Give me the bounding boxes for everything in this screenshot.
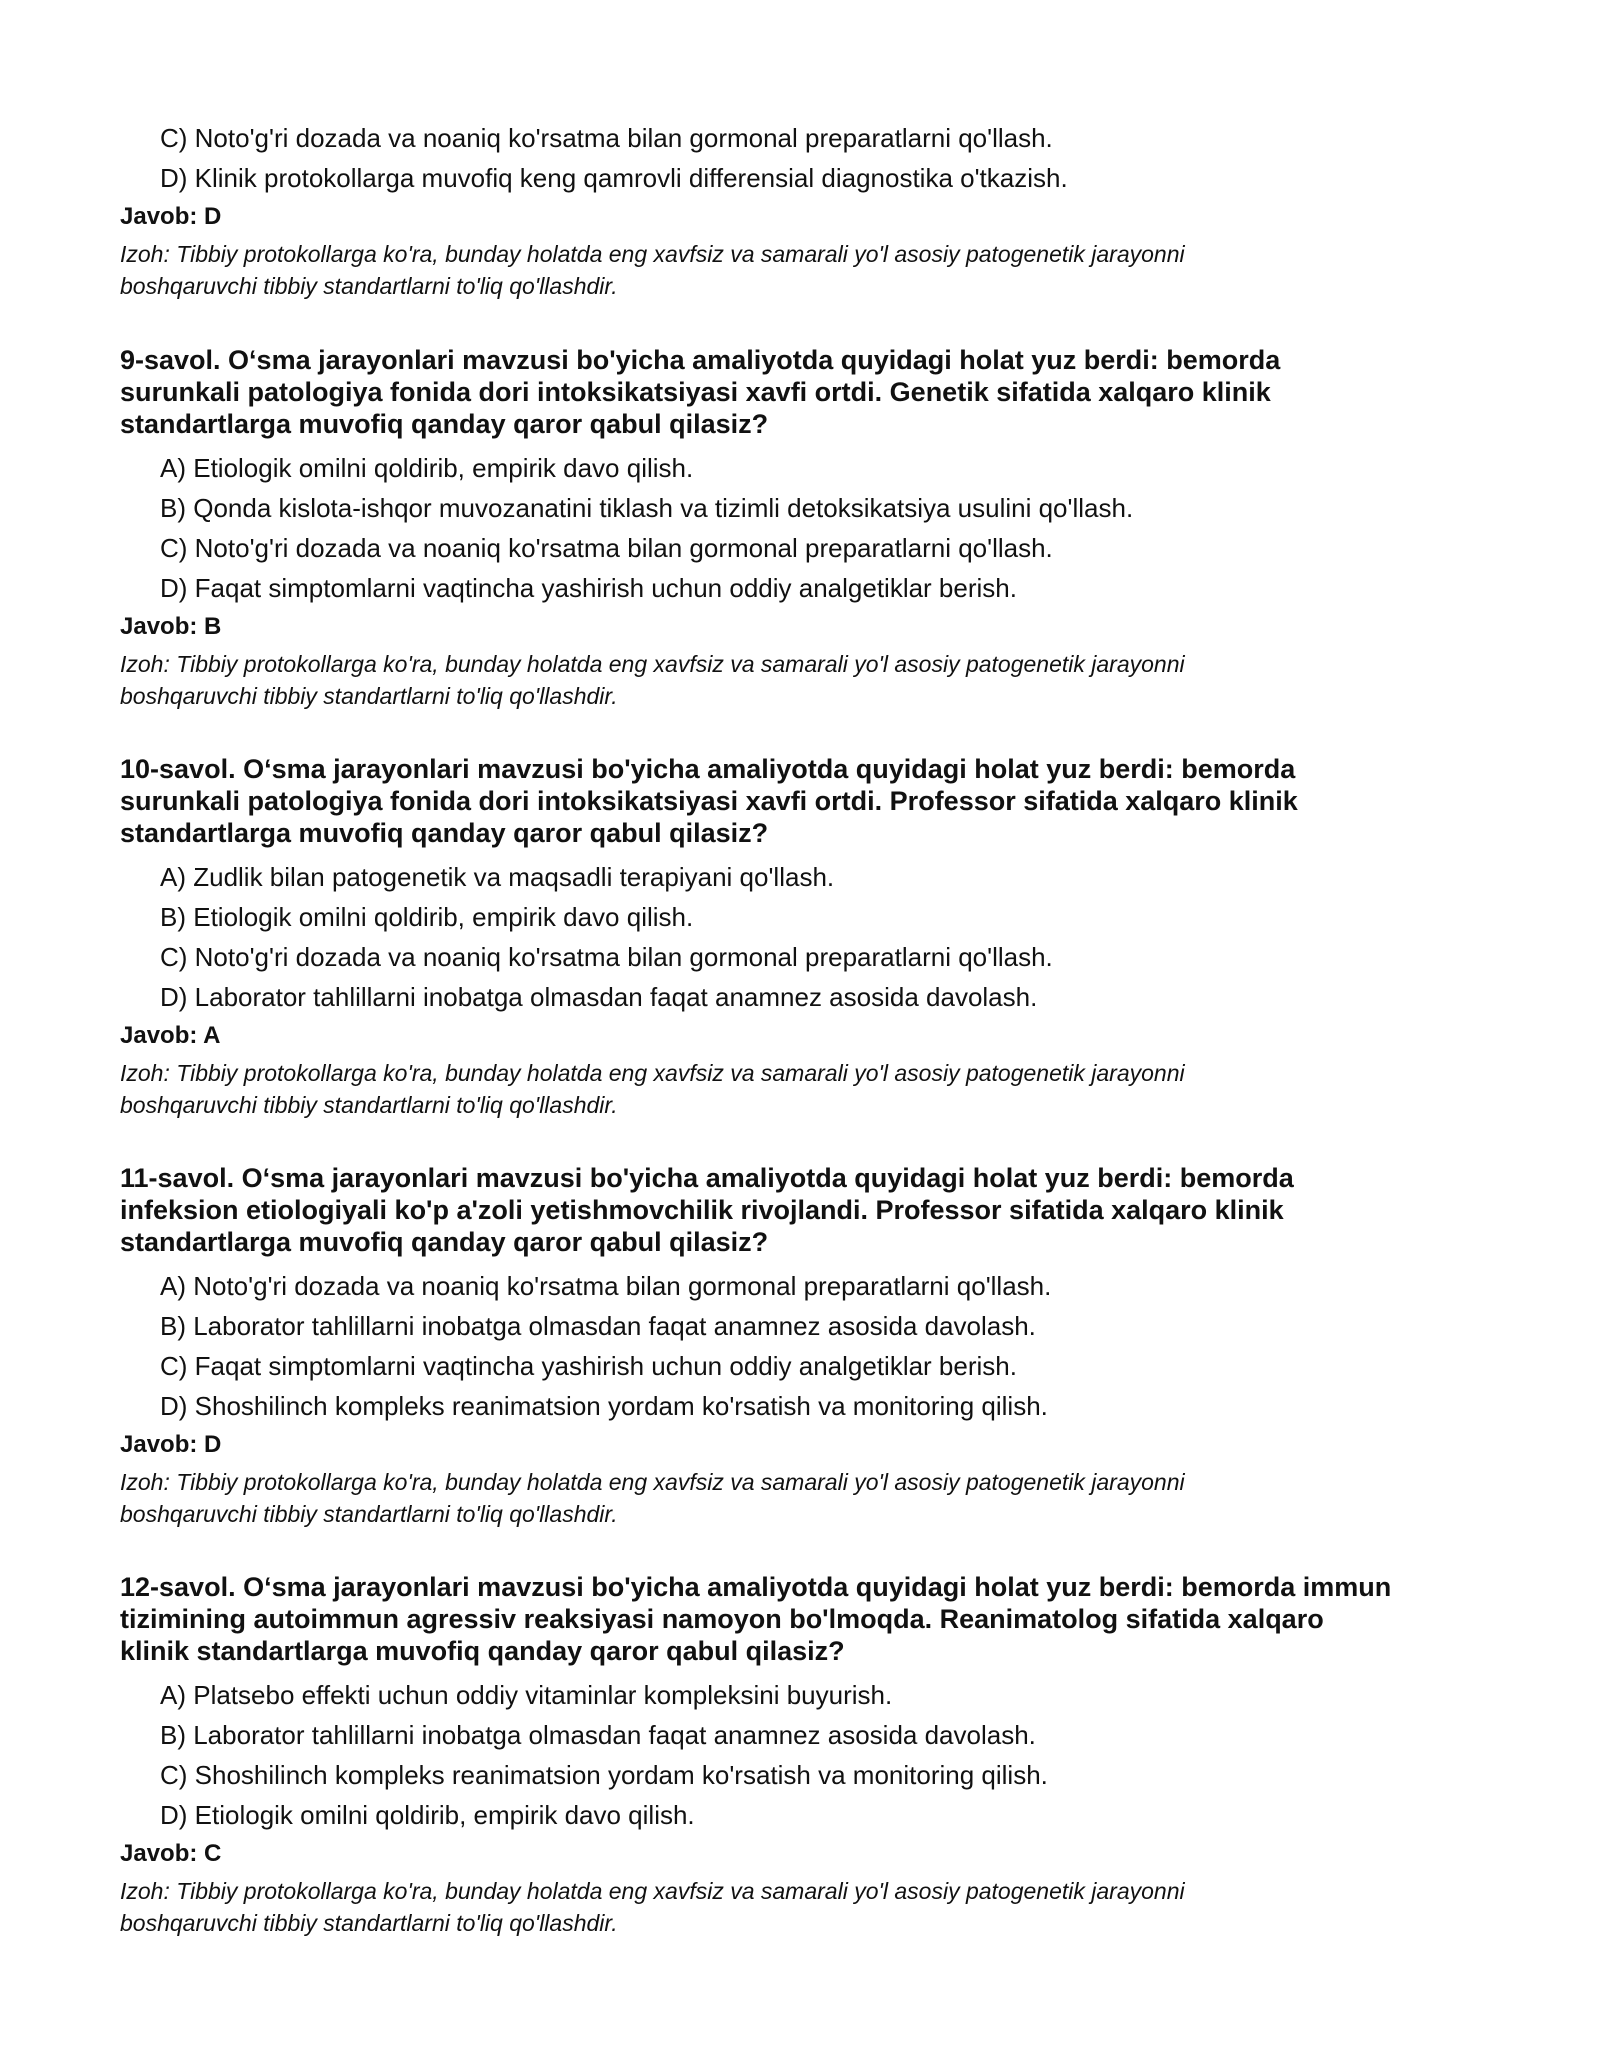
option-a: A) Platsebo effekti uchun oddiy vitaminlar kompleksini buyurish. <box>160 1680 893 1710</box>
explanation-note <box>120 1875 1490 1939</box>
explanation-note <box>120 648 1490 712</box>
question-line: surunkali patologiya fonida dori intoksikatsiyasi xavfi ortdi. Genetik sifatida xalqaro klinik <box>120 377 1271 407</box>
answer-label: Javob: C <box>120 1840 222 1867</box>
note-line: Izoh: Tibbiy protokollarga ko'ra, bunday holatda eng xavfsiz va samarali yo'l asosiy patogenetik jarayonni <box>120 1469 1185 1495</box>
note-line: Izoh: Tibbiy protokollarga ko'ra, bunday holatda eng xavfsiz va samarali yo'l asosiy patogenetik jarayonni <box>120 241 1185 267</box>
option-b: B) Qonda kislota-ishqor muvozanatini tiklash va tizimli detoksikatsiya usulini qo'llash. <box>160 493 1134 523</box>
question-block-9 <box>120 344 1490 712</box>
option-b: B) Laborator tahlillarni inobatga olmasdan faqat anamnez asosida davolash. <box>160 1311 1036 1341</box>
answer-label: Javob: A <box>120 1022 221 1049</box>
question-line: infeksion etiologiyali ko'p a'zoli yetishmovchilik rivojlandi. Professor sifatida xalqaro klinik <box>120 1195 1284 1225</box>
question-text <box>120 753 1490 849</box>
question-line: standartlarga muvofiq qanday qaror qabul qilasiz? <box>120 818 769 848</box>
explanation-note <box>120 1057 1490 1121</box>
option-d: D) Faqat simptomlarni vaqtincha yashirish uchun oddiy analgetiklar berish. <box>160 573 1017 603</box>
carryover-block <box>120 118 1490 302</box>
option-c: C) Noto'g'ri dozada va noaniq ko'rsatma bilan gormonal preparatlarni qo'llash. <box>160 533 1053 563</box>
option-a: A) Etiologik omilni qoldirib, empirik davo qilish. <box>160 453 694 483</box>
answer-label: Javob: B <box>120 613 222 640</box>
question-line: standartlarga muvofiq qanday qaror qabul qilasiz? <box>120 1227 769 1257</box>
question-line: 9-savol. O‘sma jarayonlari mavzusi bo'yicha amaliyotda quyidagi holat yuz berdi: bemorda <box>120 345 1281 375</box>
explanation-note <box>120 238 1490 302</box>
question-text <box>120 344 1490 440</box>
option-b: B) Laborator tahlillarni inobatga olmasdan faqat anamnez asosida davolash. <box>160 1720 1036 1750</box>
note-line: boshqaruvchi tibbiy standartlarni to'liq qo'llashdir. <box>120 1910 618 1936</box>
note-line: boshqaruvchi tibbiy standartlarni to'liq qo'llashdir. <box>120 1501 618 1527</box>
option-c: C) Shoshilinch kompleks reanimatsion yordam ko'rsatish va monitoring qilish. <box>160 1760 1048 1790</box>
option-d: D) Shoshilinch kompleks reanimatsion yordam ko'rsatish va monitoring qilish. <box>160 1391 1048 1421</box>
answer-label: Javob: D <box>120 1431 222 1458</box>
option-c: C) Faqat simptomlarni vaqtincha yashirish uchun oddiy analgetiklar berish. <box>160 1351 1017 1381</box>
note-line: Izoh: Tibbiy protokollarga ko'ra, bunday holatda eng xavfsiz va samarali yo'l asosiy patogenetik jarayonni <box>120 651 1185 677</box>
option-d: D) Klinik protokollarga muvofiq keng qamrovli differensial diagnostika o'tkazish. <box>160 163 1068 193</box>
question-text <box>120 1571 1490 1667</box>
option-b: B) Etiologik omilni qoldirib, empirik davo qilish. <box>160 902 694 932</box>
question-line: klinik standartlarga muvofiq qanday qaror qabul qilasiz? <box>120 1636 845 1666</box>
question-line: tizimining autoimmun agressiv reaksiyasi namoyon bo'lmoqda. Reanimatolog sifatida xalqaro <box>120 1604 1324 1634</box>
explanation-note <box>120 1466 1490 1530</box>
question-text <box>120 1162 1490 1258</box>
option-c: C) Noto'g'ri dozada va noaniq ko'rsatma bilan gormonal preparatlarni qo'llash. <box>160 123 1053 153</box>
question-line: standartlarga muvofiq qanday qaror qabul qilasiz? <box>120 409 769 439</box>
question-block-11 <box>120 1162 1490 1530</box>
option-d: D) Etiologik omilni qoldirib, empirik davo qilish. <box>160 1800 695 1830</box>
question-line: 12-savol. O‘sma jarayonlari mavzusi bo'yicha amaliyotda quyidagi holat yuz berdi: bemorda immun <box>120 1572 1392 1602</box>
answer-label: Javob: D <box>120 203 222 230</box>
note-line: Izoh: Tibbiy protokollarga ko'ra, bunday holatda eng xavfsiz va samarali yo'l asosiy patogenetik jarayonni <box>120 1060 1185 1086</box>
option-a: A) Noto'g'ri dozada va noaniq ko'rsatma bilan gormonal preparatlarni qo'llash. <box>160 1271 1052 1301</box>
note-line: boshqaruvchi tibbiy standartlarni to'liq qo'llashdir. <box>120 1092 618 1118</box>
note-line: boshqaruvchi tibbiy standartlarni to'liq qo'llashdir. <box>120 683 618 709</box>
note-line: boshqaruvchi tibbiy standartlarni to'liq qo'llashdir. <box>120 273 618 299</box>
option-a: A) Zudlik bilan patogenetik va maqsadli terapiyani qo'llash. <box>160 862 835 892</box>
question-line: 11-savol. O‘sma jarayonlari mavzusi bo'yicha amaliyotda quyidagi holat yuz berdi: bemorda <box>120 1163 1294 1193</box>
question-line: 10-savol. O‘sma jarayonlari mavzusi bo'yicha amaliyotda quyidagi holat yuz berdi: bemorda <box>120 754 1296 784</box>
option-c: C) Noto'g'ri dozada va noaniq ko'rsatma bilan gormonal preparatlarni qo'llash. <box>160 942 1053 972</box>
question-block-10 <box>120 753 1490 1121</box>
note-line: Izoh: Tibbiy protokollarga ko'ra, bunday holatda eng xavfsiz va samarali yo'l asosiy patogenetik jarayonni <box>120 1878 1185 1904</box>
option-d: D) Laborator tahlillarni inobatga olmasdan faqat anamnez asosida davolash. <box>160 982 1038 1012</box>
question-block-12 <box>120 1571 1490 1939</box>
question-line: surunkali patologiya fonida dori intoksikatsiyasi xavfi ortdi. Professor sifatida xalqaro klinik <box>120 786 1298 816</box>
